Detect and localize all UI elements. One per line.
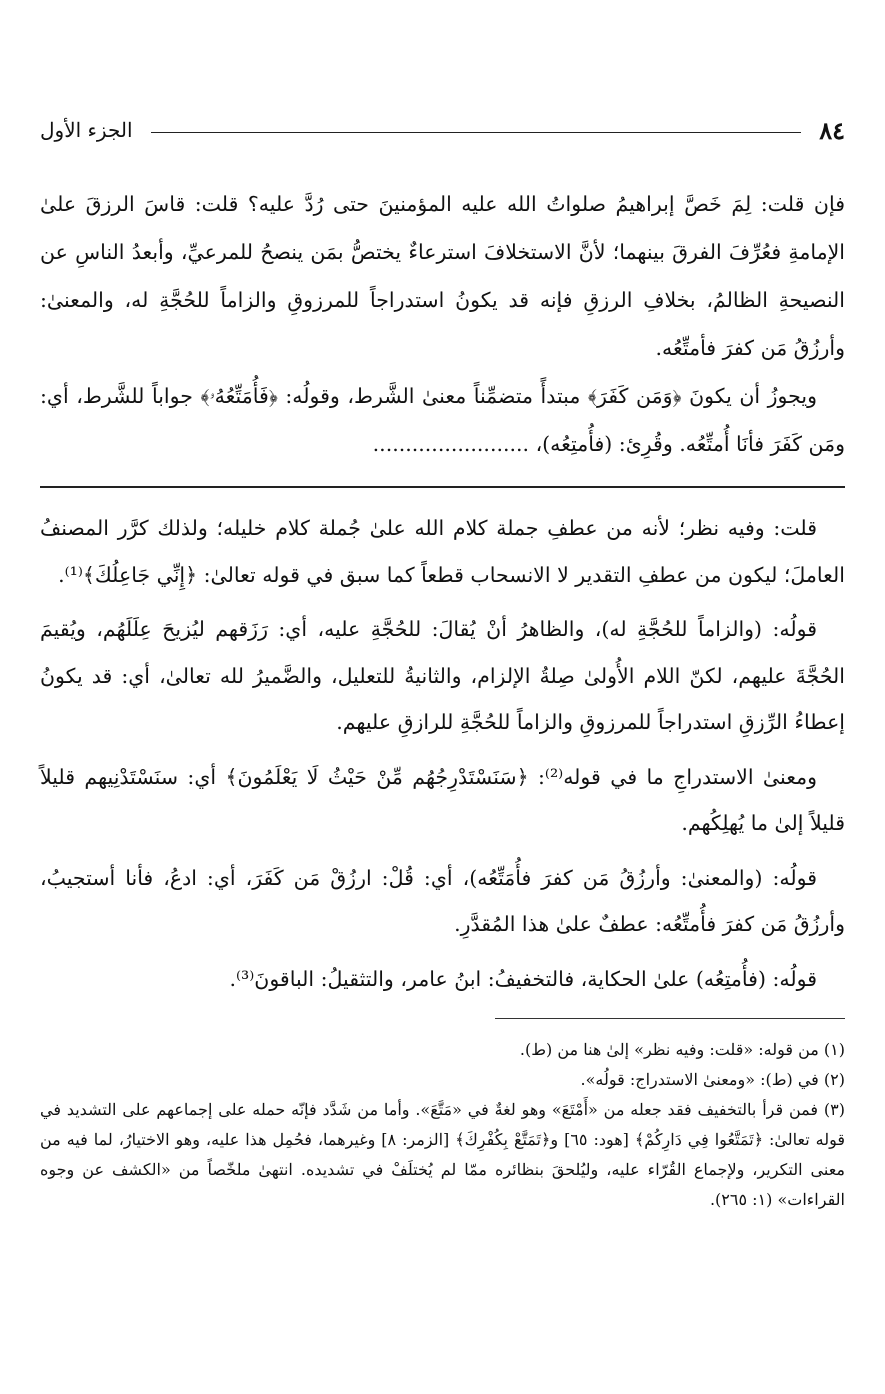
footnote-2: (٢) في (ط): «ومعنىٰ الاستدراج: قولُه».: [580, 1070, 845, 1089]
footnote-1: (١) من قوله: «قلت: وفيه نظر» إلىٰ هنا من (ط).: [519, 1040, 845, 1059]
part-title: الجزء الأول: [40, 118, 133, 142]
footnote-separator: [495, 1018, 845, 1019]
text-commentary-divider: [40, 486, 845, 488]
commentary-paragraph-1: قلت: وفيه نظر؛ لأنه من عطفِ جملة كلام الله علىٰ جُملة كلام خليله؛ ولذلك كرَّر المصنفُ العاملَ؛ ليكون من عطفِ التقدير لا الانسحاب قطعاً كما سبق في قوله تعالىٰ: ﴿إِنِّي جَاعِلُكَ﴾⁽¹⁾.: [40, 516, 845, 587]
main-paragraph-1: فإن قلت: لِمَ خَصَّ إبراهيمُ صلواتُ الله عليه المؤمنينَ حتى رُدَّ عليه؟ قلت: قاسَ الرزقَ علىٰ الإمامةِ فعُرِّفَ الفرقَ بينهما؛ لأنَّ الاستخلافَ استرعاءٌ يختصُّ بمَن ينصحُ للمرعيِّ، وأبعدُ الناسِ عن النصيحةِ الظالمُ، بخلافِ الرزقِ فإنه قد يكونُ استدراجاً للمرزوقِ والزاماً للحُجَّةِ له، والمعنىٰ: وأرزُقُ مَن كفرَ فأمتِّعُه.: [40, 192, 845, 360]
commentary-paragraph-4: قولُه: (والمعنىٰ: وأرزُقُ مَن كفرَ فأُمَتِّعُه)، أي: قُلْ: ارزُقْ مَن كَفَرَ، أي: ادعُ، فأنا أستجيبُ، وأرزُقُ مَن كفرَ فأُمتِّعُه: عطفٌ علىٰ هذا المُقدَّرِ.: [40, 865, 845, 936]
footnote-3: (٣) فمن قرأ بالتخفيف فقد جعله من «أَمْتَعَ» وهو لغةٌ في «مَتَّعَ». وأما من شَدَّد فإنّه حمله على إجماعهم على التشديد في قوله تعالىٰ: ﴿تَمَتَّعُوا فِي دَارِكُمْ﴾ [هود: ٦٥] و﴿تَمَتَّعْ بِكُفْرِكَ﴾ [الزمر: ٨] وغيرهما، فحُمِل هذا عليه، وهو الاختيارُ، لما فيه من معنى التكرير، ولإجماع القُرّاء عليه، وليُلحقَ بنظائره ممّا لم يُختلَفْ في تشديده. انتهىٰ ملخّصاً من «الكشف عن وجوه القراءات» (١: ٢٦٥).: [40, 1100, 846, 1209]
commentary-paragraph-3: ومعنىٰ الاستدراجِ ما في قوله⁽²⁾: ﴿سَنَسْتَدْرِجُهُم مِّنْ حَيْثُ لَا يَعْلَمُونَ﴾ أي: سنَسْتَدْنِيهم قليلاً قليلاً إلىٰ ما يُهلِكُهم.: [40, 764, 845, 835]
footnotes: [40, 1035, 845, 1215]
main-text: [40, 180, 845, 468]
commentary-paragraph-2: قولُه: (والزاماً للحُجَّةِ له)، والظاهرُ أنْ يُقالَ: للحُجَّةِ عليه، أي: رَزَقهم ليُزيحَ عِلَلَهُم، ويُقيمَ الحُجَّةَ عليهم، لكنّ اللام الأُولىٰ صِلةُ الإلزام، والثانيةُ للتعليل، والضَّميرُ لله تعالىٰ، أي: قد يكونُ إعطاءُ الرِّزقِ استدراجاً للمرزوقِ والزاماً للحُجَّةِ للرازقِ عليهم.: [40, 617, 845, 734]
page-number: ٨٤: [819, 115, 845, 145]
header-rule: [151, 132, 802, 133]
commentary-paragraph-5: قولُه: (فأُمتِعُه) علىٰ الحكاية، فالتخفيفُ: ابنُ عامر، والتثقيلُ: الباقونَ⁽³⁾.: [229, 966, 817, 991]
main-paragraph-2: ويجوزُ أن يكونَ ﴿وَمَن كَفَرَ﴾ مبتدأً متضمِّناً معنىٰ الشَّرط، وقولُه: ﴿فَأُمَتِّعُهُۥ﴾ جواباً للشَّرط، أي: ومَن كَفَرَ فأنَا أُمتِّعُه. وقُرِئ: (فأُمتِعُه)، ........................: [40, 384, 845, 456]
commentary-text: [40, 505, 845, 1002]
page-header: [40, 112, 845, 148]
